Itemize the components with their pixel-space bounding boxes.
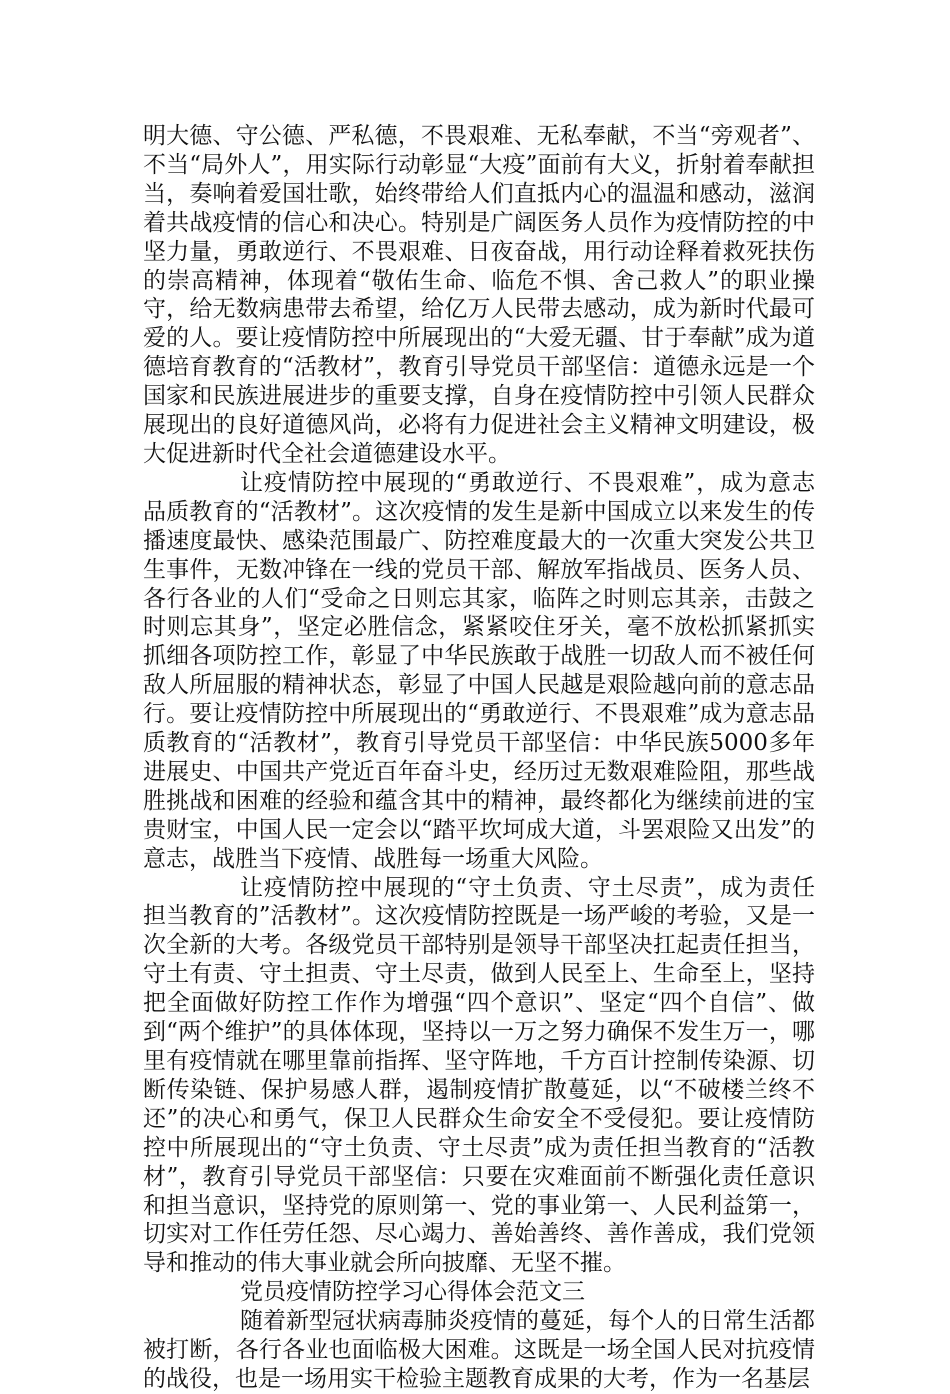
document-page [143,122,815,1394]
paragraph-essay-three-intro: 随着新型冠状病毒肺炎疫情的蔓延，每个人的日常生活都被打断，各行各业也面临极大困难。这既是一场全国人民对抗疫情的战役，也是一场用实干检验主题教育成果的大考，作为一名基层 [143,1308,815,1392]
paragraph-will-education: 让疫情防控中展现的“勇敢逆行、不畏艰难”，成为意志品质教育的“活教材”。这次疫情的发生是新中国成立以来发生的传播速度最快、感染范围最广、防控难度最大的一次重大突发公共卫生事件，无数冲锋在一线的党员干部、解放军指战员、医务人员、各行各业的人们“受命之日则忘其家，临阵之时则忘其亲，击鼓之时则忘其身”，坚定必胜信念，紧紧咬住牙关，毫不放松抓紧抓实抓细各项防控工作，彰显了中华民族敢于战胜一切敌人而不被任何敌人所屈服的精神状态，彰显了中国人民越是艰险越向前的意志品行。要让疫情防控中所展现出的“勇敢逆行、不畏艰难”成为意志品质教育的“活教材”，教育引导党员干部坚信：中华民族5000多年进展史、中国共产党近百年奋斗史，经历过无数艰难险阻，那些战胜挑战和困难的经验和蕴含其中的精神，最终都化为继续前进的宝贵财宝，中国人民一定会以“踏平坎坷成大道，斗罢艰险又出发”的意志，战胜当下疫情、战胜每一场重大风险。 [143,469,815,872]
paragraph-moral-education: 明大德、守公德、严私德，不畏艰难、无私奉献，不当“旁观者”、不当“局外人”，用实际行动彰显“大疫”面前有大义，折射着奉献担当，奏响着爱国壮歌，始终带给人们直抵内心的温温和感动，滋润着共战疫情的信心和决心。特别是广阔医务人员作为疫情防控的中坚力量，勇敢逆行、不畏艰难、日夜奋战，用行动诠释着救死扶伤的崇高精神，体现着“敬佑生命、临危不惧、舍己救人”的职业操守，给无数病患带去希望，给亿万人民带去感动，成为新时代最可爱的人。要让疫情防控中所展现出的“大爱无疆、甘于奉献”成为道德培育教育的“活教材”，教育引导党员干部坚信：道德永远是一个国家和民族进展进步的重要支撑，自身在疫情防控中引领人民群众展现出的良好道德风尚，必将有力促进社会主义精神文明建设，极大促进新时代全社会道德建设水平。 [143,123,815,467]
section-heading: 党员疫情防控学习心得体会范文三 [240,1279,585,1306]
paragraph-responsibility-education: 让疫情防控中展现的“守土负责、守土尽责”，成为责任担当教育的”活教材”。这次疫情防控既是一场严峻的考验，又是一次全新的大考。各级党员干部特别是领导干部坚决扛起责任担当，守土有责、守土担责、守土尽责，做到人民至上、生命至上，坚持把全面做好防控工作作为增强“四个意识”、坚定“四个自信”、做到“两个维护”的具体体现，坚持以一万之努力确保不发生万一，哪里有疫情就在哪里靠前指挥、坚守阵地，千方百计控制传染源、切断传染链、保护易感人群，遏制疫情扩散蔓延，以“不破楼兰终不还”的决心和勇气，保卫人民群众生命安全不受侵犯。要让疫情防控中所展现出的“守土负责、守土尽责”成为责任担当教育的“活教材”，教育引导党员干部坚信：只要在灾难面前不断强化责任意识和担当意识，坚持党的原则第一、党的事业第一、人民利益第一，切实对工作任劳任怨、尽心竭力、善始善终、善作善成，我们党领导和推动的伟大事业就会所向披靡、无坚不摧。 [143,874,815,1277]
